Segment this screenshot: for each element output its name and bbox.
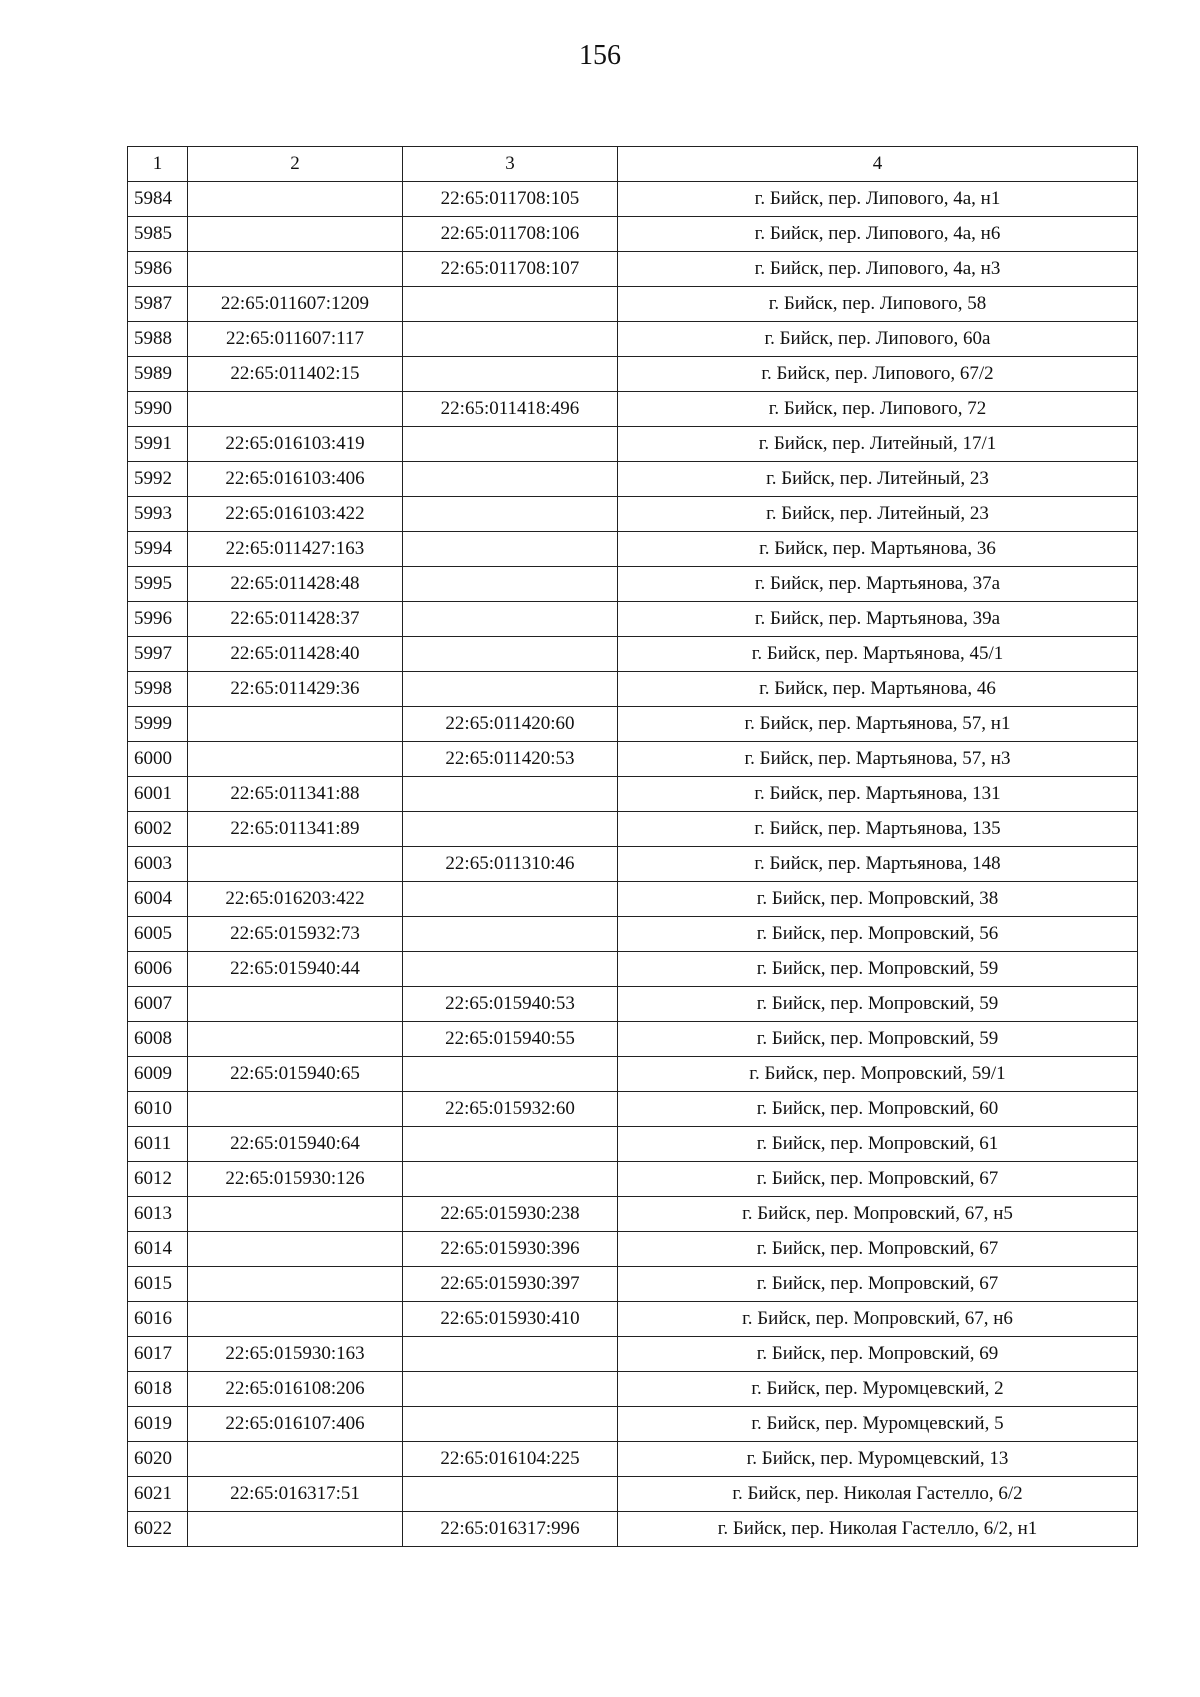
building-cadastral-cell [403,602,618,637]
table-row [128,1337,1138,1372]
table-row [128,322,1138,357]
cadastral-number-cell: 22:65:016103:419 [188,427,403,462]
building-cadastral-cell [403,777,618,812]
building-cadastral-cell [403,812,618,847]
cadastral-number-cell [188,1197,403,1232]
building-cadastral-cell: 22:65:016317:996 [403,1512,618,1547]
building-cadastral-cell [403,1162,618,1197]
building-cadastral-cell [403,1477,618,1512]
table-row [128,742,1138,777]
row-number-cell: 5992 [128,462,188,497]
row-number-cell: 5998 [128,672,188,707]
building-cadastral-cell: 22:65:015932:60 [403,1092,618,1127]
table-row [128,917,1138,952]
address-cell: г. Бийск, пер. Мопровский, 59 [618,952,1138,987]
building-cadastral-cell [403,462,618,497]
building-cadastral-cell: 22:65:015930:238 [403,1197,618,1232]
address-cell: г. Бийск, пер. Мартьянова, 131 [618,777,1138,812]
building-cadastral-cell: 22:65:015930:397 [403,1267,618,1302]
cadastral-number-cell: 22:65:011607:1209 [188,287,403,322]
building-cadastral-cell: 22:65:011420:53 [403,742,618,777]
address-cell: г. Бийск, пер. Мартьянова, 57, н1 [618,707,1138,742]
cadastral-number-cell: 22:65:016108:206 [188,1372,403,1407]
row-number-cell: 5997 [128,637,188,672]
table-row [128,1442,1138,1477]
building-cadastral-cell: 22:65:011708:105 [403,182,618,217]
row-number-cell: 5986 [128,252,188,287]
table-row [128,357,1138,392]
address-cell: г. Бийск, пер. Липового, 72 [618,392,1138,427]
address-cell: г. Бийск, пер. Мопровский, 67, н5 [618,1197,1138,1232]
address-cell: г. Бийск, пер. Николая Гастелло, 6/2, н1 [618,1512,1138,1547]
address-cell: г. Бийск, пер. Липового, 60а [618,322,1138,357]
row-number-cell: 5996 [128,602,188,637]
row-number-cell: 6013 [128,1197,188,1232]
cadastral-number-cell: 22:65:011428:48 [188,567,403,602]
table-row [128,707,1138,742]
cadastral-number-cell: 22:65:011428:40 [188,637,403,672]
address-cell: г. Бийск, пер. Липового, 4а, н1 [618,182,1138,217]
table-row [128,882,1138,917]
building-cadastral-cell [403,917,618,952]
row-number-cell: 6005 [128,917,188,952]
building-cadastral-cell [403,1407,618,1442]
row-number-cell: 6015 [128,1267,188,1302]
address-cell: г. Бийск, пер. Мопровский, 59 [618,987,1138,1022]
table-row [128,532,1138,567]
cadastral-number-cell [188,1022,403,1057]
building-cadastral-cell [403,357,618,392]
cadastral-number-cell: 22:65:016317:51 [188,1477,403,1512]
building-cadastral-cell: 22:65:015940:53 [403,987,618,1022]
table-row [128,952,1138,987]
table-row [128,987,1138,1022]
column-header: 4 [618,147,1138,182]
address-cell: г. Бийск, пер. Мопровский, 69 [618,1337,1138,1372]
table-row [128,1022,1138,1057]
row-number-cell: 5993 [128,497,188,532]
address-cell: г. Бийск, пер. Мартьянова, 135 [618,812,1138,847]
cadastral-number-cell: 22:65:016107:406 [188,1407,403,1442]
cadastral-number-cell: 22:65:011402:15 [188,357,403,392]
building-cadastral-cell: 22:65:015930:410 [403,1302,618,1337]
building-cadastral-cell [403,322,618,357]
table-row [128,812,1138,847]
cadastral-number-cell [188,1442,403,1477]
building-cadastral-cell [403,287,618,322]
cadastral-number-cell [188,217,403,252]
cadastral-number-cell: 22:65:011607:117 [188,322,403,357]
cadastral-number-cell [188,742,403,777]
row-number-cell: 6009 [128,1057,188,1092]
building-cadastral-cell [403,1372,618,1407]
cadastral-number-cell: 22:65:011429:36 [188,672,403,707]
row-number-cell: 5985 [128,217,188,252]
row-number-cell: 5990 [128,392,188,427]
building-cadastral-cell: 22:65:015930:396 [403,1232,618,1267]
cadastral-number-cell: 22:65:016103:422 [188,497,403,532]
row-number-cell: 6011 [128,1127,188,1162]
address-cell: г. Бийск, пер. Мопровский, 67, н6 [618,1302,1138,1337]
cadastral-number-cell: 22:65:011428:37 [188,602,403,637]
row-number-cell: 5994 [128,532,188,567]
cadastral-number-cell [188,847,403,882]
row-number-cell: 5999 [128,707,188,742]
building-cadastral-cell: 22:65:011418:496 [403,392,618,427]
building-cadastral-cell: 22:65:011708:107 [403,252,618,287]
table-row [128,1372,1138,1407]
cadastral-number-cell [188,182,403,217]
cadastral-number-cell [188,1302,403,1337]
building-cadastral-cell [403,427,618,462]
table-row [128,462,1138,497]
table-row [128,1127,1138,1162]
address-cell: г. Бийск, пер. Мопровский, 67 [618,1267,1138,1302]
table-row [128,1407,1138,1442]
row-number-cell: 6014 [128,1232,188,1267]
address-cell: г. Бийск, пер. Липового, 4а, н6 [618,217,1138,252]
registry-table [127,146,1138,1547]
address-cell: г. Бийск, пер. Муромцевский, 2 [618,1372,1138,1407]
address-cell: г. Бийск, пер. Мартьянова, 37а [618,567,1138,602]
row-number-cell: 5991 [128,427,188,462]
address-cell: г. Бийск, пер. Липового, 58 [618,287,1138,322]
building-cadastral-cell [403,637,618,672]
table-row [128,847,1138,882]
building-cadastral-cell [403,1337,618,1372]
address-cell: г. Бийск, пер. Мопровский, 61 [618,1127,1138,1162]
row-number-cell: 6003 [128,847,188,882]
row-number-cell: 6012 [128,1162,188,1197]
row-number-cell: 6018 [128,1372,188,1407]
building-cadastral-cell [403,1057,618,1092]
cadastral-number-cell [188,987,403,1022]
table-body [128,182,1138,1547]
cadastral-number-cell: 22:65:016103:406 [188,462,403,497]
row-number-cell: 6016 [128,1302,188,1337]
address-cell: г. Бийск, пер. Мопровский, 59 [618,1022,1138,1057]
cadastral-number-cell [188,1092,403,1127]
row-number-cell: 6022 [128,1512,188,1547]
cadastral-number-cell [188,392,403,427]
table-row [128,1512,1138,1547]
building-cadastral-cell: 22:65:016104:225 [403,1442,618,1477]
table-row [128,602,1138,637]
address-cell: г. Бийск, пер. Мопровский, 67 [618,1232,1138,1267]
building-cadastral-cell: 22:65:011420:60 [403,707,618,742]
address-cell: г. Бийск, пер. Литейный, 23 [618,497,1138,532]
cadastral-number-cell: 22:65:015930:163 [188,1337,403,1372]
table-row [128,1302,1138,1337]
address-cell: г. Бийск, пер. Мопровский, 67 [618,1162,1138,1197]
cadastral-number-cell: 22:65:015930:126 [188,1162,403,1197]
row-number-cell: 6019 [128,1407,188,1442]
row-number-cell: 6007 [128,987,188,1022]
column-header: 3 [403,147,618,182]
building-cadastral-cell: 22:65:015940:55 [403,1022,618,1057]
address-cell: г. Бийск, пер. Николая Гастелло, 6/2 [618,1477,1138,1512]
cadastral-number-cell [188,252,403,287]
building-cadastral-cell: 22:65:011310:46 [403,847,618,882]
building-cadastral-cell [403,952,618,987]
row-number-cell: 6010 [128,1092,188,1127]
address-cell: г. Бийск, пер. Литейный, 23 [618,462,1138,497]
cadastral-number-cell: 22:65:011341:88 [188,777,403,812]
row-number-cell: 5989 [128,357,188,392]
building-cadastral-cell [403,1127,618,1162]
address-cell: г. Бийск, пер. Мопровский, 60 [618,1092,1138,1127]
address-cell: г. Бийск, пер. Мартьянова, 148 [618,847,1138,882]
table-row [128,1092,1138,1127]
table-row [128,1267,1138,1302]
address-cell: г. Бийск, пер. Мопровский, 56 [618,917,1138,952]
address-cell: г. Бийск, пер. Мопровский, 38 [618,882,1138,917]
header-row [128,147,1138,182]
address-cell: г. Бийск, пер. Мартьянова, 57, н3 [618,742,1138,777]
address-cell: г. Бийск, пер. Мартьянова, 45/1 [618,637,1138,672]
row-number-cell: 5987 [128,287,188,322]
table-row [128,287,1138,322]
row-number-cell: 5995 [128,567,188,602]
table-row [128,1197,1138,1232]
row-number-cell: 6000 [128,742,188,777]
cadastral-number-cell: 22:65:011427:163 [188,532,403,567]
address-cell: г. Бийск, пер. Липового, 67/2 [618,357,1138,392]
table-row [128,672,1138,707]
cadastral-number-cell: 22:65:015940:64 [188,1127,403,1162]
table-row [128,637,1138,672]
address-cell: г. Бийск, пер. Муромцевский, 5 [618,1407,1138,1442]
row-number-cell: 6020 [128,1442,188,1477]
page-number: 156 [579,40,621,71]
table-row [128,182,1138,217]
cadastral-number-cell: 22:65:011341:89 [188,812,403,847]
cadastral-number-cell: 22:65:016203:422 [188,882,403,917]
table-row [128,1057,1138,1092]
table-header [128,147,1138,182]
cadastral-number-cell [188,1267,403,1302]
cadastral-number-cell: 22:65:015940:65 [188,1057,403,1092]
building-cadastral-cell [403,532,618,567]
row-number-cell: 5988 [128,322,188,357]
row-number-cell: 6002 [128,812,188,847]
address-cell: г. Бийск, пер. Мопровский, 59/1 [618,1057,1138,1092]
table-row [128,217,1138,252]
table-row [128,252,1138,287]
address-cell: г. Бийск, пер. Литейный, 17/1 [618,427,1138,462]
table-row [128,1477,1138,1512]
cadastral-number-cell: 22:65:015932:73 [188,917,403,952]
address-cell: г. Бийск, пер. Мартьянова, 46 [618,672,1138,707]
row-number-cell: 6017 [128,1337,188,1372]
row-number-cell: 5984 [128,182,188,217]
column-header: 1 [128,147,188,182]
building-cadastral-cell [403,497,618,532]
cadastral-number-cell: 22:65:015940:44 [188,952,403,987]
table-row [128,427,1138,462]
row-number-cell: 6006 [128,952,188,987]
building-cadastral-cell [403,567,618,602]
building-cadastral-cell: 22:65:011708:106 [403,217,618,252]
table-row [128,1232,1138,1267]
row-number-cell: 6004 [128,882,188,917]
address-cell: г. Бийск, пер. Мартьянова, 36 [618,532,1138,567]
table-row [128,1162,1138,1197]
address-cell: г. Бийск, пер. Мартьянова, 39а [618,602,1138,637]
address-cell: г. Бийск, пер. Липового, 4а, н3 [618,252,1138,287]
building-cadastral-cell [403,672,618,707]
column-header: 2 [188,147,403,182]
building-cadastral-cell [403,882,618,917]
cadastral-number-cell [188,1512,403,1547]
row-number-cell: 6001 [128,777,188,812]
table-row [128,392,1138,427]
table-row [128,777,1138,812]
cadastral-number-cell [188,707,403,742]
table-row [128,497,1138,532]
cadastral-number-cell [188,1232,403,1267]
row-number-cell: 6008 [128,1022,188,1057]
table-row [128,567,1138,602]
row-number-cell: 6021 [128,1477,188,1512]
address-cell: г. Бийск, пер. Муромцевский, 13 [618,1442,1138,1477]
